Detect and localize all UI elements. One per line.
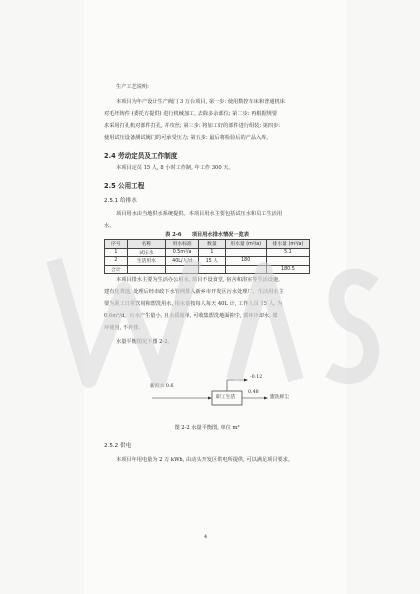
inflow-arrow-head xyxy=(208,397,212,400)
table-cell xyxy=(127,265,165,274)
table-cell: 合计 xyxy=(105,265,128,274)
loss-value: -0.12 xyxy=(250,375,263,380)
table-cell: 5.1 xyxy=(266,248,309,257)
table-cell: 180 xyxy=(225,257,266,266)
loss-arrow-head xyxy=(244,379,248,382)
table-cell: 生活用水 xyxy=(127,257,165,266)
section-2-5-1-heading: 2.5.1 给排水 xyxy=(104,198,137,204)
table-cell: 1 xyxy=(199,248,225,257)
table-cell: 180.5 xyxy=(266,265,309,274)
table-cell: 15 人 xyxy=(199,257,225,266)
table-cell: 试压水 xyxy=(127,248,165,257)
header-cell: 用水标准 xyxy=(165,240,198,249)
process-line-1: 本项目为年产设计生产阀门 3 万台项目, 第一步: 使用数控车床和普通机床 xyxy=(116,99,285,105)
header-cell: 用水量 (m³/a) xyxy=(225,240,266,249)
process-heading: 生产工艺说明: xyxy=(116,84,149,90)
table-cell xyxy=(225,265,266,274)
process-line-3: 求采用打孔机对部件打孔, 并攻丝; 第三步: 将加工好的部件进行组装; 第四步: xyxy=(104,123,281,129)
balance-intro: 水量平衡图见下图 2-2。 xyxy=(116,339,173,345)
table-cell: 40L/人/d xyxy=(165,257,198,266)
section-2-5-heading: 2.5 公用工程 xyxy=(104,182,145,190)
fresh-water-label: 新鲜水 0.6 xyxy=(150,384,174,389)
table-row xyxy=(105,265,310,274)
table-cell xyxy=(266,257,309,266)
table-cell: 1 xyxy=(105,248,128,257)
water-usage-table xyxy=(104,239,310,274)
process-line-4: 使用试压设备测试阀门的可承受压力; 第五步: 最后将检验后的产品入库。 xyxy=(104,135,272,141)
staff-life-label: 职工生活 xyxy=(216,395,236,400)
figure-caption: 图 2-2 水量平衡图, 单位 m³ xyxy=(174,425,240,431)
header-cell: 数量 xyxy=(199,240,225,249)
drainage-line-1: 本项目排水主要为生活办公用水, 项目不设食堂, 宿舍和浴室等生活设施, xyxy=(116,277,280,283)
section-2-4-text: 本项目定员 15 人, 8 小时工作制, 年工作 300 天。 xyxy=(116,165,234,171)
water-supply-line-1: 项目用水由当地供水系统提供。本项目用水主要包括试压水和员工生活用 xyxy=(116,211,283,217)
section-2-4-heading: 2.4 劳动定员及工作制度 xyxy=(104,152,178,160)
table-cell xyxy=(225,248,266,257)
section-2-5-2-heading: 2.5.2 供电 xyxy=(104,443,132,449)
water-supply-line-2: 水。 xyxy=(104,223,115,229)
outflow-arrow-head xyxy=(264,397,268,400)
water-balance-diagram xyxy=(148,374,288,418)
header-cell: 排水量 (m³/a) xyxy=(266,240,309,249)
outflow-value: 0.48 xyxy=(248,390,259,395)
drainage-line-3: 要为职工日常饮用和盥洗用水, 用水量按每人每天 40L 计, 工作人员 15 人, 为 xyxy=(104,301,283,307)
table-cell: 2 xyxy=(105,257,128,266)
power-supply-line: 本项目年用电量为 2 万 kWh, 由动头开发区供电所提供, 可以满足项目要求。 xyxy=(116,457,294,463)
table-cell xyxy=(165,265,198,274)
table-cell: 0.5m³/a xyxy=(165,248,198,257)
drainage-line-4: 0.6m³/d。污水产生量小, 且水质简单, 可收集盥洗地面抑尘, 循环冷却水, 循 xyxy=(104,313,278,319)
drainage-line-2: 建有化粪池, 处理后经市政下水管网排入新乡市开发区污水处理厂。生活用水主 xyxy=(104,289,284,295)
process-line-2: 对毛坯铸件 (委托方提供) 进行机械加工, 去除多余部位; 第二步: 再根据规要 xyxy=(104,111,278,117)
table-caption: 表 2-6 项目用水排水情况一览表 xyxy=(165,232,249,238)
outflow-label: 盥洗抑尘 xyxy=(270,395,290,400)
table-cell xyxy=(199,265,225,274)
header-cell: 序号 xyxy=(105,240,128,249)
drainage-line-5: 环使用, 不外排。 xyxy=(104,325,144,331)
page-number: 4 xyxy=(204,534,208,540)
table-row xyxy=(105,248,310,257)
table-header-row xyxy=(105,240,310,249)
table-row xyxy=(105,257,310,266)
header-cell: 名称 xyxy=(127,240,165,249)
